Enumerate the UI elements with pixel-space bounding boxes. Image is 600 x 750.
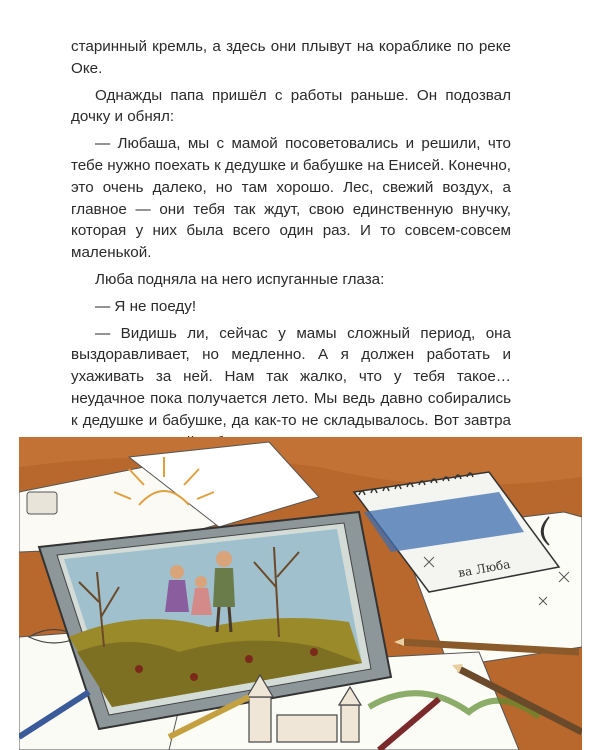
illustration bbox=[19, 437, 582, 750]
illustration-drawing bbox=[19, 437, 582, 750]
notebook-caption: ва Люба bbox=[457, 557, 512, 580]
eraser bbox=[27, 492, 57, 514]
paragraph-1: старинный кремль, а здесь они плывут на кораблике по реке Оке. bbox=[71, 38, 511, 77]
paragraph-2: Однажды папа пришёл с работы раньше. Он подозвал дочку и обнял: bbox=[71, 86, 511, 126]
paragraph-3: — Любаша, мы с мамой посоветовались и решили, что тебе нужно поехать к дедушке и бабушке на Енисей. Конечно, это очень далеко, но там хорошо. Лес, свежий воздух, а главное — они тебя так ждут, свою единственную внучку, которая у них была всего один раз. И то совсем-совсем маленькой. bbox=[71, 135, 511, 262]
paragraph-4: Люба подняла на него испуганные глаза: bbox=[95, 270, 385, 288]
paragraph-5: — Я не поеду! bbox=[95, 297, 197, 315]
paragraph-6: — Видишь ли, сейчас у мамы сложный период, она выздоравливает, но медленно. А я должен работать и ухаживать за ней. Нам так жалко, что у тебя такое… неудачное пока получается лето. Мы ведь давно собирались к дедушке и бабушке, да как-то не складывалось. Вот завтра bbox=[71, 324, 511, 429]
story-text bbox=[71, 36, 511, 453]
